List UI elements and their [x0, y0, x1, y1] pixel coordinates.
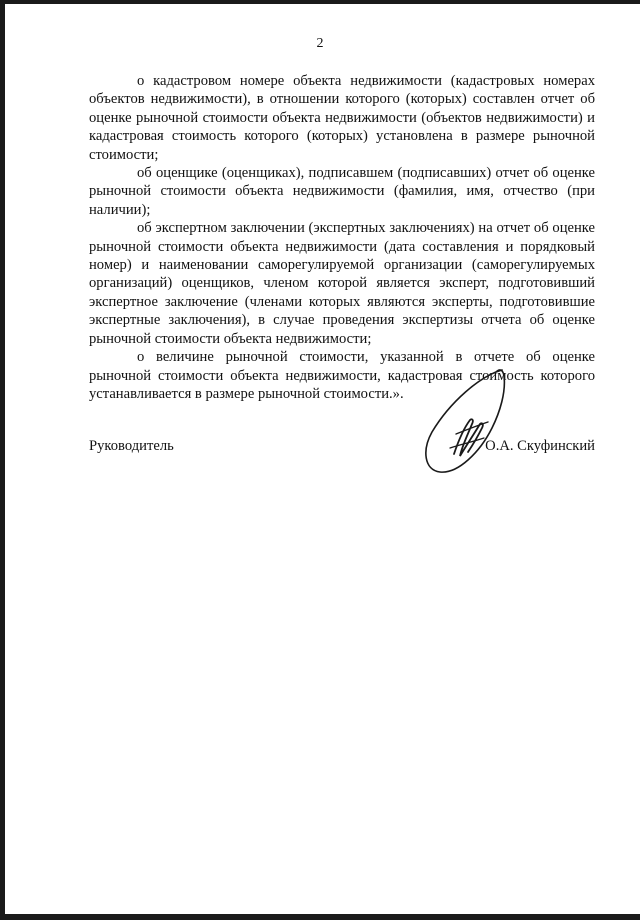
scan-edge-bottom	[0, 914, 640, 920]
signature-block	[89, 438, 595, 458]
paragraph-expert-conclusion: об экспертном заключении (экспертных заключениях) на отчет об оценке рыночной стоимости объекта недвижимости (дата составления и порядковый номер) и наименовании саморегулируемой организации (саморегулируемых организаций) оценщиков, членом которой является эксперт, подготовивший экспертное заключение (членами которых являются эксперты, подготовившие экспертные заключения), в случае проведения экспертизы отчета об оценке рыночной стоимости объекта недвижимости;	[89, 220, 595, 347]
paragraph-cadastral-number: о кадастровом номере объекта недвижимости (кадастровых номерах объектов недвижимости), в отношении которого (которых) составлен отчет об оценке рыночной стоимости объекта недвижимости (объектов недвижимости) и кадастровая стоимость которого (которых) установлена в размере рыночной стоимости;	[89, 73, 595, 163]
signer-position: Руководитель	[89, 438, 174, 454]
paragraph-market-value: о величине рыночной стоимости, указанной в отчете об оценке рыночной стоимости объекта недвижимости, кадастровая стоимость которого устанавливается в размере рыночной стоимости.».	[89, 349, 595, 402]
scan-edge-top	[0, 0, 640, 4]
handwritten-signature	[410, 362, 530, 482]
signer-name: О.А. Скуфинский	[485, 438, 595, 454]
page-number: 2	[316, 36, 324, 51]
paragraph-appraiser: об оценщике (оценщиках), подписавшем (подписавших) отчет об оценке рыночной стоимости объекта недвижимости (фамилия, имя, отчество (при наличии);	[89, 165, 595, 218]
scan-edge-left	[0, 0, 5, 920]
document-body	[89, 72, 595, 403]
